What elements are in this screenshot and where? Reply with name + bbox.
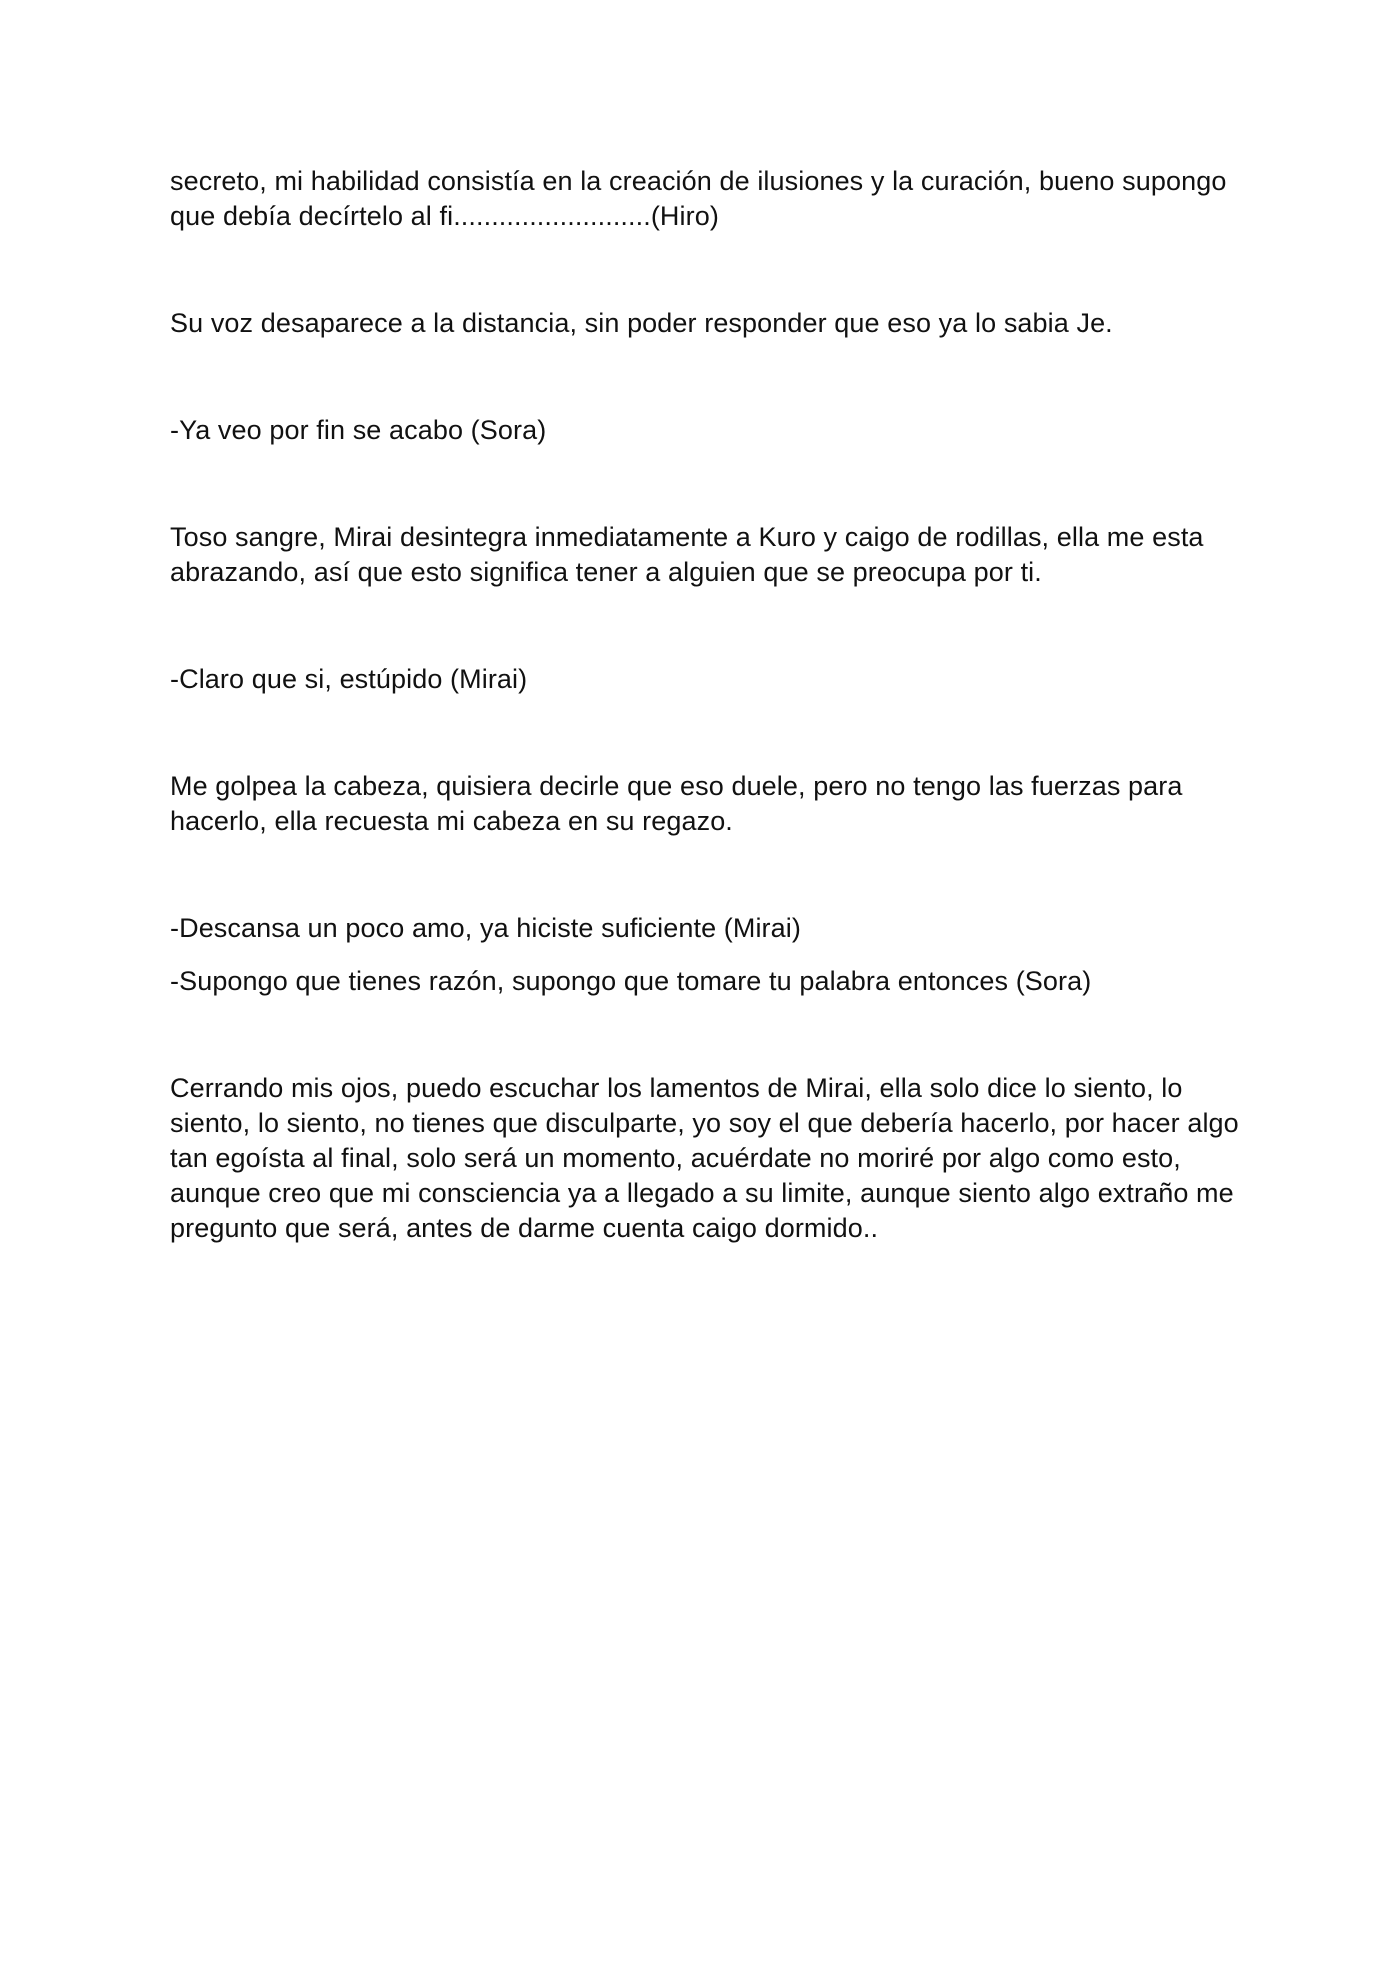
dialogue-sora-agree: -Supongo que tienes razón, supongo que tomare tu palabra entonces (Sora) [170, 966, 1092, 996]
dialogue-mirai-stupid: -Claro que si, estúpido (Mirai) [170, 664, 528, 694]
paragraph-hiro-secret: secreto, mi habilidad consistía en la creación de ilusiones y la curación, bueno supongo que debía decírtelo al fi..........................(Hiro) [170, 166, 1227, 231]
paragraph-voice-fades: Su voz desaparece a la distancia, sin poder responder que eso ya lo sabia Je. [170, 308, 1113, 338]
paragraph-coughing-blood: Toso sangre, Mirai desintegra inmediatamente a Kuro y caigo de rodillas, ella me esta abrazando, así que esto significa tener a alguien que se preocupa por ti. [170, 522, 1204, 587]
document-body [170, 164, 1255, 1246]
paragraph-head-hit: Me golpea la cabeza, quisiera decirle que eso duele, pero no tengo las fuerzas para hacerlo, ella recuesta mi cabeza en su regazo. [170, 771, 1183, 836]
paragraph-closing-eyes: Cerrando mis ojos, puedo escuchar los lamentos de Mirai, ella solo dice lo siento, lo siento, lo siento, no tienes que disculparte, yo soy el que debería hacerlo, por hacer algo tan egoísta al final, solo será un momento, acuérdate no moriré por algo como esto, aunque creo que mi consciencia ya a llegado a su limite, aunque siento algo extraño me pregunto que será, antes de darme cuenta caigo dormido.. [170, 1073, 1239, 1243]
dialogue-sora-finally-over: -Ya veo por fin se acabo (Sora) [170, 415, 547, 445]
dialogue-mirai-rest: -Descansa un poco amo, ya hiciste suficiente (Mirai) [170, 913, 801, 943]
